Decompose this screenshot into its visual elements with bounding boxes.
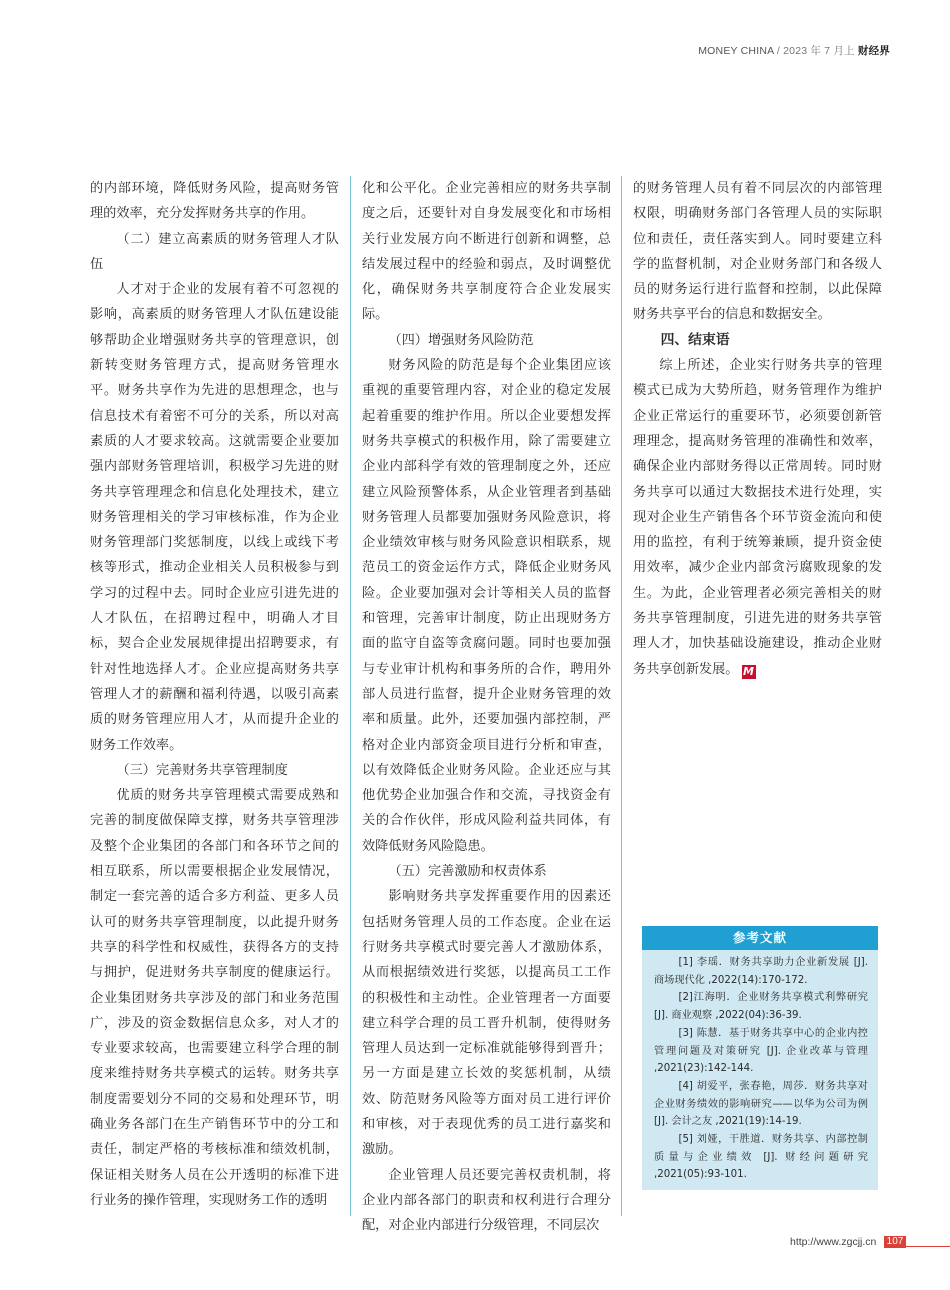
magazine-name: MONEY CHINA — [698, 45, 774, 57]
issue-date: / 2023 年 7 月上 — [776, 45, 855, 57]
paragraph: 企业管理人员还要完善权责机制，将企业内部各部门的职责和权利进行合理分配，对企业内部进行分级管理，不同层次 — [362, 1167, 611, 1234]
paragraph: 人才对于企业的发展有着不可忽视的影响，高素质的财务管理人才队伍建设能够帮助企业增强财务共享的管理意识，创新转变财务管理方式，提高财务管理水平。财务共享作为先进的思想理念，也与信息技术有着密不可分的关系，所以对高素质的人才要求较高。这就需要企业要加强内部财务管理培训，积极学习先进的财务共享管理理念和信息化处理技术，建立财务管理相关的学习审核标准，作为企业财务管理部门奖惩制度，以线上或线下考核等形式，推动企业相关人员积极参与到学习的过程中去。同时企业应引进先进的人才队伍，在招聘过程中，明确人才目标，契合企业发展规律提出招聘要求，有针对性地选择人才。企业应提高财务共享管理人才的薪酬和福利待遇，以吸引高素质的财务管理应用人才，从而提升企业的财务工作效率。 — [90, 282, 339, 753]
paragraph: 优质的财务共享管理模式需要成熟和完善的制度做保障支撑，财务共享管理涉及整个企业集团的各部门和各环节之间的相互联系，所以需要根据企业发展情况，制定一套完善的适合多方利益、更多人员认可的财务共享管理制度，以此提升财务共享的科学性和权威性，获得各方的支持与拥护，促进财务共享制度的健康运行。企业集团财务共享涉及的部门和业务范围广，涉及的资金数据信息众多，对人才的专业要求较高，也需要建立科学合理的制度来维持财务共享模式的运转。财务共享制度需要划分不同的交易和处理环节，明确业务各部门在生产销售环节中的分工和责任，制定严格的考核标准和绩效机制，保证相关财务人员在公开透明的标准下进行业务的操作管理，实现财务工作的透明 — [90, 788, 339, 1208]
reference-item: [2]江海明．企业财务共享模式利弊研究[J]. 商业观察 ,2022(04):36-39. — [654, 992, 868, 1022]
paragraph: 财务风险的防范是每个企业集团应该重视的重要管理内容，对企业的稳定发展起着重要的维护作用。所以企业要想发挥财务共享模式的积极作用，除了需要建立企业内部科学有效的管理制度之外，还应建立风险预警体系，从企业管理者到基础财务管理人员都要加强财务风险意识，将企业绩效审核与财务风险意识相联系，规范员工的资金运作方式，降低企业财务风险。企业要加强对会计等相关人员的监督和管理，完善审计制度，防止出现财务方面的监守自盗等贪腐问题。同时也要加强与专业审计机构和事务所的合作，聘用外部人员进行监督，提升企业财务管理的效率和质量。此外，还要加强内部控制，严格对企业内部资金项目进行分析和审查，以有效降低企业财务风险。企业还应与其他优势企业加强合作和交流，寻找资金有关的合作伙伴，形成风险利益共同体，有效降低财务风险隐患。 — [362, 358, 611, 854]
conclusion-heading: 四、结束语 — [660, 331, 730, 348]
section-heading: （二）建立高素质的财务管理人才队伍 — [90, 231, 339, 272]
paragraph: 化和公平化。企业完善相应的财务共享制度之后，还要针对自身发展变化和市场相关行业发展方向不断进行创新和调整，总结发展过程中的经验和弱点，及时调整优化，确保财务共享制度符合企业发展实际。 — [362, 181, 611, 323]
text-column-3 — [633, 176, 882, 682]
section-heading: （五）完善激励和权责体系 — [388, 864, 547, 880]
page-number: 107 — [884, 1236, 906, 1248]
conclusion-paragraph — [633, 353, 882, 682]
column-divider — [621, 176, 622, 1216]
section-heading: （三）完善财务共享管理制度 — [116, 762, 288, 778]
end-mark-logo: M — [743, 664, 754, 678]
running-header — [698, 43, 890, 58]
text-column-1 — [90, 176, 339, 1213]
references-box — [642, 926, 878, 1190]
reference-item: [3] 陈慧．基于财务共享中心的企业内控管理问题及对策研究 [J]. 企业改革与管理 ,2021(23):142-144. — [654, 1027, 868, 1075]
text-column-2 — [362, 176, 611, 1238]
section-heading: （四）增强财务风险防范 — [388, 332, 534, 348]
reference-item: [1] 李瑶．财务共享助力企业新发展 [J]. 商场现代化 ,2022(14):170-172. — [654, 957, 868, 986]
paragraph: 影响财务共享发挥重要作用的因素还包括财务管理人员的工作态度。企业在运行财务共享模式时要完善人才激励体系，从而根据绩效进行奖惩，以提高员工工作的积极性和主动性。企业管理者一方面要建立科学合理的员工晋升机制，使得财务管理人员达到一定标准就能够得到晋升；另一方面是建立长效的奖惩机制，从绩效、防范财务风险等方面对员工进行评价和审核，对于表现优秀的员工进行嘉奖和激励。 — [362, 889, 611, 1158]
reference-item: [4] 胡爱平，张春艳，周莎．财务共享对企业财务绩效的影响研究——以华为公司为例 [J]. 会计之友 ,2021(19):14-19. — [654, 1080, 868, 1128]
references-list — [642, 950, 878, 1184]
reference-item: [5] 刘娅，干胜道．财务共享、内部控制质量与企业绩效 [J]. 财经问题研究 ,2021(05):93-101. — [654, 1134, 868, 1181]
references-title: 参考文献 — [642, 926, 878, 950]
conclusion-text: 综上所述，企业实行财务共享的管理模式已成为大势所趋，财务管理作为维护企业正常运行的重要环节，必须要创新管理理念，提高财务管理的准确性和效率，确保企业内部财务得以正常周转。同时财务共享可以通过大数据技术进行处理，实现对企业生产销售各个环节资金流向和使用的监控，有利于统筹兼顾，提升资金使用效率，减少企业内部贪污腐败现象的发生。为此，企业管理者必须完善相关的财务共享管理制度，引进先进的财务共享管理人才，加快基础设施建设，推动企业财务共享创新发展。 — [633, 358, 882, 677]
footer-url: http://www.zgcjj.cn — [790, 1236, 877, 1248]
footer-rule — [906, 1246, 950, 1247]
paragraph: 的财务管理人员有着不同层次的内部管理权限，明确财务部门各管理人员的实际职位和责任，责任落实到人。同时要建立科学的监督机制，对企业财务部门和各级人员的财务运行进行监督和控制，以此保障财务共享平台的信息和数据安全。 — [633, 181, 882, 323]
paragraph: 的内部环境，降低财务风险，提高财务管理的效率，充分发挥财务共享的作用。 — [90, 181, 339, 222]
column-name: 财经界 — [857, 45, 890, 57]
column-divider — [350, 176, 351, 1216]
